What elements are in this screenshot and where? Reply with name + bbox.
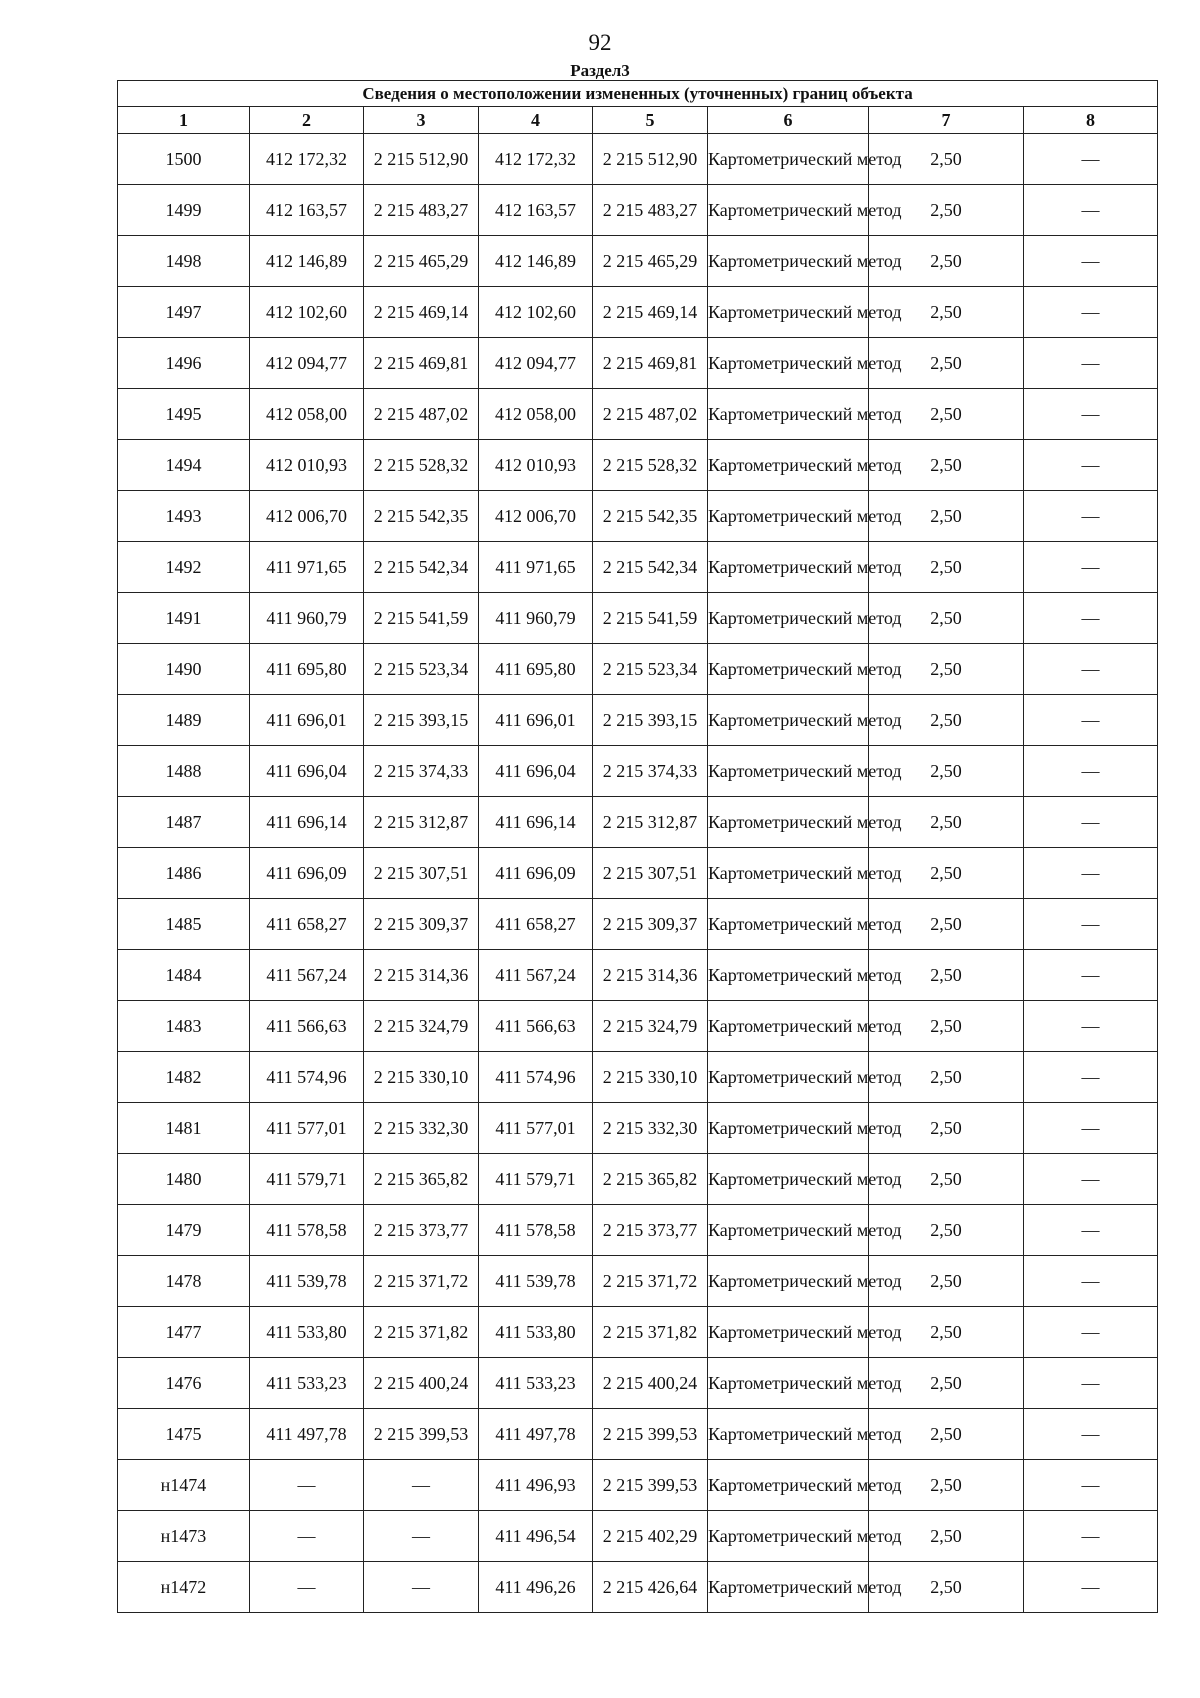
table-cell-col-5: 2 215 528,32 [593, 440, 708, 491]
table-cell-col-5: 2 215 373,77 [593, 1205, 708, 1256]
table-cell-col-4: 411 496,93 [479, 1460, 593, 1511]
table-cell-col-2: 412 172,32 [250, 134, 364, 185]
table-header-row [118, 107, 1158, 134]
table-cell-col-4: 411 496,26 [479, 1562, 593, 1613]
table-cell-col-7: 2,50 [869, 1460, 1024, 1511]
table-cell-col-1: 1498 [118, 236, 250, 287]
table-cell-col-3: 2 215 393,15 [364, 695, 479, 746]
table-cell-col-8: — [1024, 1409, 1158, 1460]
table-cell-col-8: — [1024, 950, 1158, 1001]
table-cell-col-5: 2 215 400,24 [593, 1358, 708, 1409]
table-cell-col-3: 2 215 469,81 [364, 338, 479, 389]
table-cell-col-8: — [1024, 797, 1158, 848]
table-cell-col-7: 2,50 [869, 1052, 1024, 1103]
table-cell-col-5: 2 215 542,34 [593, 542, 708, 593]
table-cell-col-6: Картометрический метод [708, 338, 869, 389]
table-cell-col-5: 2 215 402,29 [593, 1511, 708, 1562]
table-cell-col-6: Картометрический метод [708, 593, 869, 644]
table-cell-col-6: Картометрический метод [708, 950, 869, 1001]
table-cell-col-4: 412 094,77 [479, 338, 593, 389]
table-row [118, 542, 1158, 593]
table-cell-col-3: 2 215 314,36 [364, 950, 479, 1001]
table-row [118, 695, 1158, 746]
table-body [118, 134, 1158, 1613]
table-cell-col-2: 411 696,04 [250, 746, 364, 797]
table-row [118, 491, 1158, 542]
table-cell-col-2: — [250, 1511, 364, 1562]
table-cell-col-7: 2,50 [869, 848, 1024, 899]
table-cell-col-2: 411 696,09 [250, 848, 364, 899]
table-cell-col-7: 2,50 [869, 338, 1024, 389]
table-cell-col-8: — [1024, 695, 1158, 746]
table-cell-col-8: — [1024, 1256, 1158, 1307]
table-cell-col-2: 411 658,27 [250, 899, 364, 950]
table-cell-col-7: 2,50 [869, 746, 1024, 797]
table-cell-col-4: 411 578,58 [479, 1205, 593, 1256]
table-cell-col-2: 411 971,65 [250, 542, 364, 593]
table-cell-col-1: 1491 [118, 593, 250, 644]
table-cell-col-5: 2 215 324,79 [593, 1001, 708, 1052]
table-cell-col-8: — [1024, 1511, 1158, 1562]
table-cell-col-3: 2 215 307,51 [364, 848, 479, 899]
table-row [118, 1052, 1158, 1103]
table-cell-col-7: 2,50 [869, 1562, 1024, 1613]
table-cell-col-1: 1496 [118, 338, 250, 389]
table-cell-col-4: 412 010,93 [479, 440, 593, 491]
table-row [118, 1562, 1158, 1613]
table-cell-col-1: н1473 [118, 1511, 250, 1562]
table-row [118, 134, 1158, 185]
column-header-1: 1 [118, 107, 250, 134]
table-cell-col-1: 1493 [118, 491, 250, 542]
table-cell-col-5: 2 215 365,82 [593, 1154, 708, 1205]
table-cell-col-3: 2 215 309,37 [364, 899, 479, 950]
table-cell-col-1: 1477 [118, 1307, 250, 1358]
table-cell-col-2: 411 696,01 [250, 695, 364, 746]
page-number: 92 [588, 30, 612, 55]
table-cell-col-5: 2 215 309,37 [593, 899, 708, 950]
table-cell-col-6: Картометрический метод [708, 1562, 869, 1613]
table-row [118, 797, 1158, 848]
table-row [118, 185, 1158, 236]
table-cell-col-4: 411 579,71 [479, 1154, 593, 1205]
table-cell-col-7: 2,50 [869, 1358, 1024, 1409]
table-row [118, 1307, 1158, 1358]
table-caption: Сведения о местоположении измененных (уточненных) границ объекта [118, 81, 1158, 107]
table-cell-col-3: 2 215 399,53 [364, 1409, 479, 1460]
table-cell-col-7: 2,50 [869, 236, 1024, 287]
table-cell-col-4: 411 496,54 [479, 1511, 593, 1562]
table-cell-col-1: н1474 [118, 1460, 250, 1511]
table-cell-col-8: — [1024, 389, 1158, 440]
table-cell-col-1: 1492 [118, 542, 250, 593]
table-cell-col-2: 412 094,77 [250, 338, 364, 389]
table-cell-col-7: 2,50 [869, 593, 1024, 644]
table-cell-col-1: н1472 [118, 1562, 250, 1613]
table-cell-col-3: 2 215 373,77 [364, 1205, 479, 1256]
table-cell-col-6: Картометрический метод [708, 644, 869, 695]
table-cell-col-5: 2 215 512,90 [593, 134, 708, 185]
table-cell-col-4: 411 696,01 [479, 695, 593, 746]
table-cell-col-4: 411 497,78 [479, 1409, 593, 1460]
table-cell-col-5: 2 215 399,53 [593, 1460, 708, 1511]
table-cell-col-7: 2,50 [869, 1154, 1024, 1205]
column-header-7: 7 [869, 107, 1024, 134]
table-cell-col-7: 2,50 [869, 644, 1024, 695]
column-header-4: 4 [479, 107, 593, 134]
table-cell-col-3: 2 215 312,87 [364, 797, 479, 848]
table-cell-col-2: 411 960,79 [250, 593, 364, 644]
table-row [118, 1154, 1158, 1205]
column-header-3: 3 [364, 107, 479, 134]
table-row [118, 338, 1158, 389]
table-cell-col-8: — [1024, 287, 1158, 338]
table-cell-col-2: 412 102,60 [250, 287, 364, 338]
table-cell-col-3: 2 215 374,33 [364, 746, 479, 797]
table-cell-col-3: 2 215 371,82 [364, 1307, 479, 1358]
table-cell-col-6: Картометрический метод [708, 1511, 869, 1562]
table-row [118, 1511, 1158, 1562]
table-cell-col-4: 411 658,27 [479, 899, 593, 950]
table-cell-col-3: 2 215 523,34 [364, 644, 479, 695]
table-cell-col-5: 2 215 483,27 [593, 185, 708, 236]
table-cell-col-8: — [1024, 1052, 1158, 1103]
table-cell-col-7: 2,50 [869, 950, 1024, 1001]
table-row [118, 1001, 1158, 1052]
table-cell-col-4: 411 533,80 [479, 1307, 593, 1358]
table-row [118, 950, 1158, 1001]
table-cell-col-4: 412 006,70 [479, 491, 593, 542]
table-cell-col-1: 1481 [118, 1103, 250, 1154]
table-cell-col-4: 411 577,01 [479, 1103, 593, 1154]
table-cell-col-3: — [364, 1511, 479, 1562]
table-cell-col-1: 1478 [118, 1256, 250, 1307]
table-cell-col-4: 411 696,04 [479, 746, 593, 797]
table-cell-col-2: 411 566,63 [250, 1001, 364, 1052]
table-cell-col-6: Картометрический метод [708, 848, 869, 899]
table-cell-col-8: — [1024, 1205, 1158, 1256]
table-cell-col-6: Картометрический метод [708, 1154, 869, 1205]
table-cell-col-6: Картометрический метод [708, 1409, 869, 1460]
table-cell-col-8: — [1024, 338, 1158, 389]
table-cell-col-8: — [1024, 440, 1158, 491]
table-cell-col-1: 1483 [118, 1001, 250, 1052]
table-cell-col-5: 2 215 314,36 [593, 950, 708, 1001]
table-cell-col-2: 412 010,93 [250, 440, 364, 491]
table-row [118, 236, 1158, 287]
table-cell-col-3: 2 215 330,10 [364, 1052, 479, 1103]
table-cell-col-8: — [1024, 1460, 1158, 1511]
table-cell-col-6: Картометрический метод [708, 134, 869, 185]
table-cell-col-6: Картометрический метод [708, 1256, 869, 1307]
table-cell-col-4: 412 172,32 [479, 134, 593, 185]
table-cell-col-8: — [1024, 542, 1158, 593]
table-cell-col-8: — [1024, 848, 1158, 899]
table-cell-col-5: 2 215 332,30 [593, 1103, 708, 1154]
table-cell-col-3: 2 215 371,72 [364, 1256, 479, 1307]
table-cell-col-6: Картометрический метод [708, 236, 869, 287]
table-cell-col-5: 2 215 469,14 [593, 287, 708, 338]
table-cell-col-6: Картометрический метод [708, 1460, 869, 1511]
table-cell-col-7: 2,50 [869, 389, 1024, 440]
table-cell-col-3: 2 215 465,29 [364, 236, 479, 287]
table-cell-col-7: 2,50 [869, 491, 1024, 542]
table-cell-col-7: 2,50 [869, 797, 1024, 848]
table-cell-col-6: Картометрический метод [708, 1052, 869, 1103]
table-cell-col-8: — [1024, 1562, 1158, 1613]
table-cell-col-4: 411 696,09 [479, 848, 593, 899]
table-cell-col-2: 411 533,80 [250, 1307, 364, 1358]
table-cell-col-3: 2 215 469,14 [364, 287, 479, 338]
table-cell-col-7: 2,50 [869, 287, 1024, 338]
table-cell-col-2: 412 146,89 [250, 236, 364, 287]
table-cell-col-8: — [1024, 491, 1158, 542]
table-row [118, 899, 1158, 950]
table-cell-col-1: 1486 [118, 848, 250, 899]
table-cell-col-3: 2 215 483,27 [364, 185, 479, 236]
table-cell-col-4: 411 533,23 [479, 1358, 593, 1409]
table-cell-col-5: 2 215 399,53 [593, 1409, 708, 1460]
table-cell-col-2: — [250, 1562, 364, 1613]
table-cell-col-7: 2,50 [869, 1409, 1024, 1460]
table-cell-col-1: 1500 [118, 134, 250, 185]
column-header-8: 8 [1024, 107, 1158, 134]
table-cell-col-8: — [1024, 1154, 1158, 1205]
table-row [118, 1103, 1158, 1154]
table-cell-col-8: — [1024, 1358, 1158, 1409]
table-cell-col-3: 2 215 332,30 [364, 1103, 479, 1154]
table-cell-col-5: 2 215 487,02 [593, 389, 708, 440]
table-cell-col-4: 411 567,24 [479, 950, 593, 1001]
table-row [118, 389, 1158, 440]
table-cell-col-2: 412 163,57 [250, 185, 364, 236]
table-row [118, 848, 1158, 899]
table-row [118, 1358, 1158, 1409]
table-cell-col-6: Картометрический метод [708, 797, 869, 848]
table-cell-col-3: 2 215 487,02 [364, 389, 479, 440]
table-cell-col-4: 411 539,78 [479, 1256, 593, 1307]
table-cell-col-4: 412 163,57 [479, 185, 593, 236]
table-cell-col-4: 411 695,80 [479, 644, 593, 695]
table-cell-col-3: 2 215 542,35 [364, 491, 479, 542]
table-cell-col-7: 2,50 [869, 695, 1024, 746]
table-cell-col-8: — [1024, 899, 1158, 950]
table-cell-col-1: 1482 [118, 1052, 250, 1103]
table-cell-col-8: — [1024, 1103, 1158, 1154]
column-header-6: 6 [708, 107, 869, 134]
table-cell-col-5: 2 215 465,29 [593, 236, 708, 287]
table-cell-col-3: 2 215 541,59 [364, 593, 479, 644]
table-cell-col-6: Картометрический метод [708, 1205, 869, 1256]
table-cell-col-6: Картометрический метод [708, 185, 869, 236]
table-cell-col-4: 412 058,00 [479, 389, 593, 440]
table-cell-col-8: — [1024, 593, 1158, 644]
table-cell-col-4: 411 696,14 [479, 797, 593, 848]
table-cell-col-4: 411 960,79 [479, 593, 593, 644]
table-cell-col-2: 411 539,78 [250, 1256, 364, 1307]
table-cell-col-8: — [1024, 1307, 1158, 1358]
table-cell-col-1: 1476 [118, 1358, 250, 1409]
table-cell-col-3: 2 215 528,32 [364, 440, 479, 491]
table-cell-col-6: Картометрический метод [708, 695, 869, 746]
table-cell-col-2: — [250, 1460, 364, 1511]
table-cell-col-2: 411 574,96 [250, 1052, 364, 1103]
table-cell-col-1: 1489 [118, 695, 250, 746]
table-cell-col-1: 1475 [118, 1409, 250, 1460]
table-cell-col-1: 1479 [118, 1205, 250, 1256]
table-cell-col-3: — [364, 1562, 479, 1613]
table-cell-col-8: — [1024, 644, 1158, 695]
table-cell-col-4: 411 574,96 [479, 1052, 593, 1103]
table-row [118, 1256, 1158, 1307]
table-cell-col-8: — [1024, 1001, 1158, 1052]
table-row [118, 1409, 1158, 1460]
table-cell-col-5: 2 215 374,33 [593, 746, 708, 797]
table-cell-col-2: 411 567,24 [250, 950, 364, 1001]
table-cell-col-2: 411 696,14 [250, 797, 364, 848]
table-cell-col-3: 2 215 400,24 [364, 1358, 479, 1409]
table-cell-col-5: 2 215 523,34 [593, 644, 708, 695]
table-row [118, 644, 1158, 695]
section-title: Раздел3 [570, 61, 630, 80]
table-cell-col-2: 412 006,70 [250, 491, 364, 542]
table-cell-col-6: Картометрический метод [708, 1001, 869, 1052]
table-cell-col-6: Картометрический метод [708, 746, 869, 797]
table-cell-col-7: 2,50 [869, 185, 1024, 236]
table-cell-col-7: 2,50 [869, 1103, 1024, 1154]
table-cell-col-5: 2 215 426,64 [593, 1562, 708, 1613]
table-cell-col-7: 2,50 [869, 1256, 1024, 1307]
table-cell-col-6: Картометрический метод [708, 1103, 869, 1154]
table-cell-col-6: Картометрический метод [708, 491, 869, 542]
table-cell-col-1: 1487 [118, 797, 250, 848]
table-cell-col-7: 2,50 [869, 1001, 1024, 1052]
table-row [118, 746, 1158, 797]
table-cell-col-2: 411 577,01 [250, 1103, 364, 1154]
table-cell-col-2: 412 058,00 [250, 389, 364, 440]
table-cell-col-6: Картометрический метод [708, 542, 869, 593]
table-cell-col-4: 411 971,65 [479, 542, 593, 593]
table-cell-col-7: 2,50 [869, 134, 1024, 185]
table-cell-col-2: 411 695,80 [250, 644, 364, 695]
table-cell-col-8: — [1024, 185, 1158, 236]
table-row [118, 287, 1158, 338]
table-cell-col-1: 1480 [118, 1154, 250, 1205]
table-cell-col-1: 1484 [118, 950, 250, 1001]
table-cell-col-1: 1494 [118, 440, 250, 491]
table-cell-col-2: 411 579,71 [250, 1154, 364, 1205]
table-cell-col-7: 2,50 [869, 899, 1024, 950]
table-cell-col-5: 2 215 542,35 [593, 491, 708, 542]
table-cell-col-5: 2 215 371,82 [593, 1307, 708, 1358]
table-cell-col-3: 2 215 365,82 [364, 1154, 479, 1205]
table-cell-col-4: 412 102,60 [479, 287, 593, 338]
table-cell-col-1: 1495 [118, 389, 250, 440]
table-cell-col-8: — [1024, 134, 1158, 185]
table-cell-col-5: 2 215 393,15 [593, 695, 708, 746]
table-cell-col-7: 2,50 [869, 1205, 1024, 1256]
table-cell-col-7: 2,50 [869, 1511, 1024, 1562]
table-cell-col-7: 2,50 [869, 542, 1024, 593]
table-cell-col-4: 412 146,89 [479, 236, 593, 287]
table-cell-col-8: — [1024, 236, 1158, 287]
table-cell-col-6: Картометрический метод [708, 1307, 869, 1358]
table-cell-col-6: Картометрический метод [708, 899, 869, 950]
table-row [118, 593, 1158, 644]
table-cell-col-6: Картометрический метод [708, 287, 869, 338]
table-cell-col-1: 1499 [118, 185, 250, 236]
table-cell-col-5: 2 215 312,87 [593, 797, 708, 848]
column-header-5: 5 [593, 107, 708, 134]
table-row [118, 440, 1158, 491]
table-cell-col-1: 1485 [118, 899, 250, 950]
table-cell-col-1: 1490 [118, 644, 250, 695]
table-row [118, 1205, 1158, 1256]
table-cell-col-7: 2,50 [869, 1307, 1024, 1358]
table-cell-col-7: 2,50 [869, 440, 1024, 491]
table-cell-col-6: Картометрический метод [708, 389, 869, 440]
table-cell-col-2: 411 497,78 [250, 1409, 364, 1460]
table-cell-col-2: 411 578,58 [250, 1205, 364, 1256]
table-cell-col-5: 2 215 307,51 [593, 848, 708, 899]
table-cell-col-8: — [1024, 746, 1158, 797]
table-cell-col-4: 411 566,63 [479, 1001, 593, 1052]
table-cell-col-6: Картометрический метод [708, 440, 869, 491]
column-header-2: 2 [250, 107, 364, 134]
boundary-coordinates-table [117, 80, 1158, 1613]
table-cell-col-2: 411 533,23 [250, 1358, 364, 1409]
table-cell-col-1: 1497 [118, 287, 250, 338]
table-cell-col-5: 2 215 330,10 [593, 1052, 708, 1103]
table-cell-col-5: 2 215 371,72 [593, 1256, 708, 1307]
table-cell-col-3: 2 215 324,79 [364, 1001, 479, 1052]
table-cell-col-6: Картометрический метод [708, 1358, 869, 1409]
table-cell-col-1: 1488 [118, 746, 250, 797]
table-cell-col-5: 2 215 469,81 [593, 338, 708, 389]
table-cell-col-5: 2 215 541,59 [593, 593, 708, 644]
table-cell-col-3: 2 215 542,34 [364, 542, 479, 593]
table-cell-col-3: — [364, 1460, 479, 1511]
table-cell-col-3: 2 215 512,90 [364, 134, 479, 185]
table-row [118, 1460, 1158, 1511]
